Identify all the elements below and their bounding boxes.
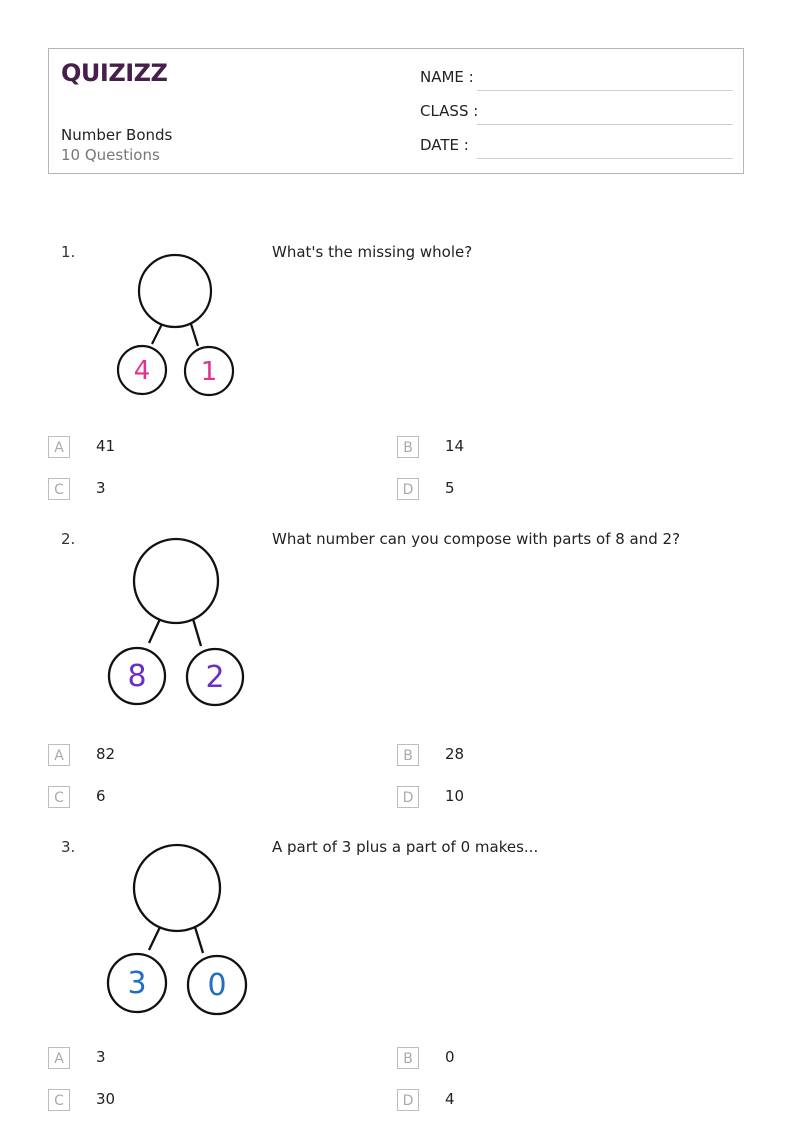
question-number: 3. xyxy=(61,838,76,856)
quizizz-logo: QUIZIZZ xyxy=(61,59,168,87)
part-left: 4 xyxy=(133,356,151,386)
option-text: 14 xyxy=(445,437,465,455)
question-number: 1. xyxy=(61,243,76,261)
option-text: 4 xyxy=(445,1090,455,1108)
number-bond-diagram xyxy=(100,533,250,709)
option-text: 30 xyxy=(96,1090,116,1108)
part-left: 3 xyxy=(127,966,147,1001)
question-text: What's the missing whole? xyxy=(272,243,473,261)
number-bond-diagram xyxy=(110,248,240,400)
part-right: 2 xyxy=(205,660,225,695)
question-text: A part of 3 plus a part of 0 makes... xyxy=(272,838,539,856)
date-line[interactable] xyxy=(477,158,733,159)
option-text: 3 xyxy=(96,1048,106,1066)
option-text: 10 xyxy=(445,787,465,805)
question-text: What number can you compose with parts of 8 and 2? xyxy=(272,530,681,548)
class-line[interactable] xyxy=(477,124,733,125)
option-letter: C xyxy=(48,478,70,500)
number-bond-diagram xyxy=(100,840,252,1020)
option-text: 5 xyxy=(445,479,455,497)
name-line[interactable] xyxy=(477,90,733,91)
option-letter: C xyxy=(48,1089,70,1111)
option-letter: C xyxy=(48,786,70,808)
option-letter: A xyxy=(48,436,70,458)
option-letter: B xyxy=(397,1047,419,1069)
option-letter: A xyxy=(48,744,70,766)
option-text: 28 xyxy=(445,745,465,763)
option-letter: D xyxy=(397,478,419,500)
question-count: 10 Questions xyxy=(61,146,160,164)
date-label: DATE : xyxy=(420,136,469,154)
option-text: 82 xyxy=(96,745,116,763)
option-text: 6 xyxy=(96,787,106,805)
option-letter: D xyxy=(397,1089,419,1111)
option-text: 3 xyxy=(96,479,106,497)
part-left: 8 xyxy=(127,659,147,694)
question-number: 2. xyxy=(61,530,76,548)
worksheet-header xyxy=(48,48,744,174)
option-letter: A xyxy=(48,1047,70,1069)
option-letter: B xyxy=(397,436,419,458)
option-letter: B xyxy=(397,744,419,766)
option-text: 0 xyxy=(445,1048,455,1066)
part-right: 1 xyxy=(200,357,218,387)
name-label: NAME : xyxy=(420,68,474,86)
option-letter: D xyxy=(397,786,419,808)
part-right: 0 xyxy=(207,968,227,1003)
worksheet-title: Number Bonds xyxy=(61,126,173,144)
option-text: 41 xyxy=(96,437,116,455)
class-label: CLASS : xyxy=(420,102,479,120)
